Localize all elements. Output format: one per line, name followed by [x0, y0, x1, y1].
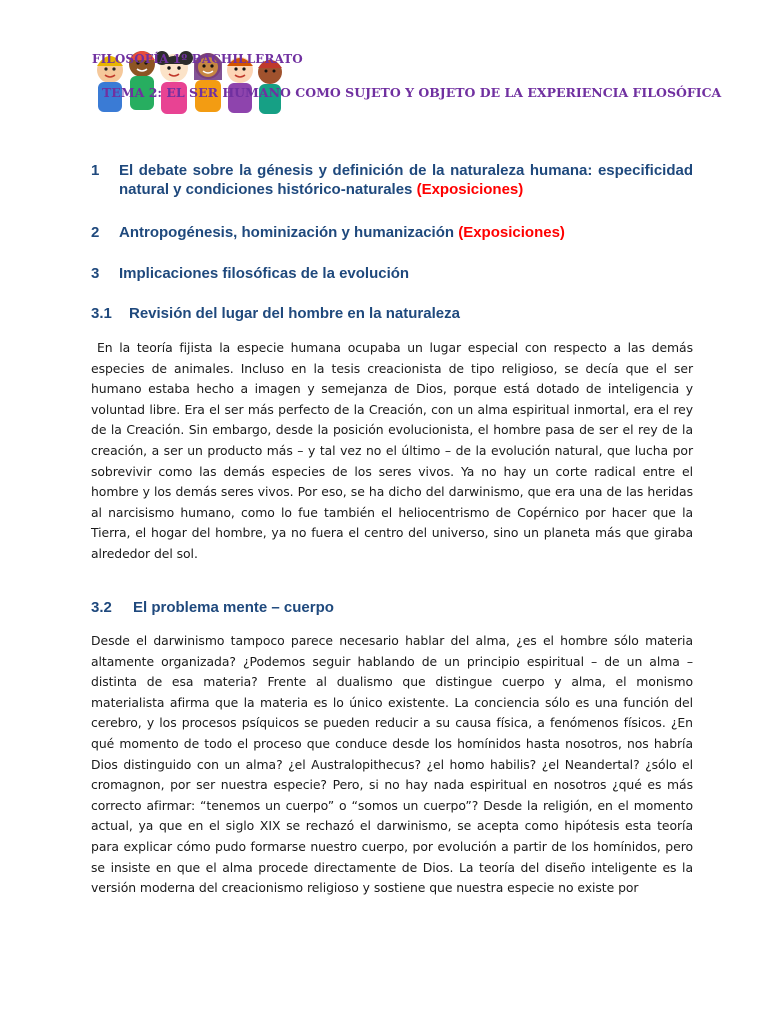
exposiciones-tag: (Exposiciones)	[416, 181, 524, 198]
subsection-title: El problema mente – cuerpo	[133, 599, 334, 616]
paragraph-3-1: En la teoría fijista la especie humana ocupaba un lugar especial con respecto a las demás especies de animales. Incluso en la tesis creacionista de tipo religioso, se decía que el ser humano estaba hecho a imagen y semejanza de Dios, porque está dotado de inteligencia y voluntad libre. Era el ser más perfecto de la Creación, con un alma espiritual inmortal, era el rey de la Creación. Sin embargo, desde la posición evolucionista, el hombre pasa de ser el rey de la creación, a ser un producto más – y tal vez no el último – de la evolución natural, que lucha por sobrevivir como las demás especies de los seres vivos. Ya no hay un corte radical entre el hombre y los demás seres vivos. Por eso, se ha dicho del darwinismo, que era una de las heridas al narcisismo humano, como lo fue también el heliocentrismo de Copérnico por hacer que la Tierra, el hogar del hombre, ya no fuera el centro del universo, sino un planeta más que giraba alrededor del sol.	[91, 340, 693, 561]
subsection-3-2-heading	[91, 599, 693, 616]
subsection-number: 3.2	[91, 599, 112, 616]
section-1-heading	[91, 161, 693, 199]
section-number: 2	[91, 224, 100, 241]
exposiciones-tag: (Exposiciones)	[458, 224, 565, 241]
subsection-3-1-heading	[91, 305, 693, 322]
document-header	[90, 40, 722, 130]
section-2-heading	[91, 223, 693, 242]
course-title: FILOSOFÍA 1º BACHILLERATO	[92, 52, 303, 66]
section-title: Antropogénesis, hominización y humanización	[119, 224, 455, 241]
section-number: 1	[91, 162, 100, 179]
section-number: 3	[91, 265, 100, 282]
unit-title: TEMA 2: EL SER HUMANO COMO SUJETO Y OBJETO DE LA EXPERIENCIA FILOSÓFICA	[102, 85, 722, 100]
section-title: Implicaciones filosóficas de la evolución	[119, 265, 410, 282]
subsection-title: Revisión del lugar del hombre en la naturaleza	[129, 305, 460, 322]
paragraph-3-2: Desde el darwinismo tampoco parece necesario hablar del alma, ¿es el hombre sólo materia altamente organizada? ¿Podemos seguir hablando de un principio espiritual – de un alma – distinta de esa materia? Frente al dualismo que distingue cuerpo y alma, el monismo materialista afirma que la materia es lo único existente. La conciencia sólo es una función del cerebro, y los procesos psíquicos se pueden reducir a su causa física, a fenómenos físicos. ¿En qué momento de todo el proceso que conduce desde los homínidos hasta nosotros, nos habría Dios distinguido con un alma? ¿el Australopithecus? ¿el homo habilis? ¿el Neandertal? ¿sólo el cromagnon, por ser nuestra especie? Pero, si no hay nada espiritual en nosotros ¿qué es más correcto afirmar: “tenemos un cuerpo” o “somos un cuerpo”? Desde la religión, en el momento actual, ya que en el siglo XIX se rechazó el darwinismo, se acepta como hipótesis esta teoría para explicar cómo pudo formarse nuestro cuerpo, por evolución a partir de los homínidos, pero se insiste en que el alma procede directamente de Dios. La teoría del diseño inteligente es la versión moderna del creacionismo religioso y sostiene que nuestra especie no existe por	[91, 633, 693, 896]
section-3-heading	[91, 264, 693, 283]
subsection-number: 3.1	[91, 305, 112, 322]
section-title: El debate sobre la génesis y definición de la naturaleza humana: especificidad natural y condiciones histórico-naturales	[119, 162, 693, 198]
